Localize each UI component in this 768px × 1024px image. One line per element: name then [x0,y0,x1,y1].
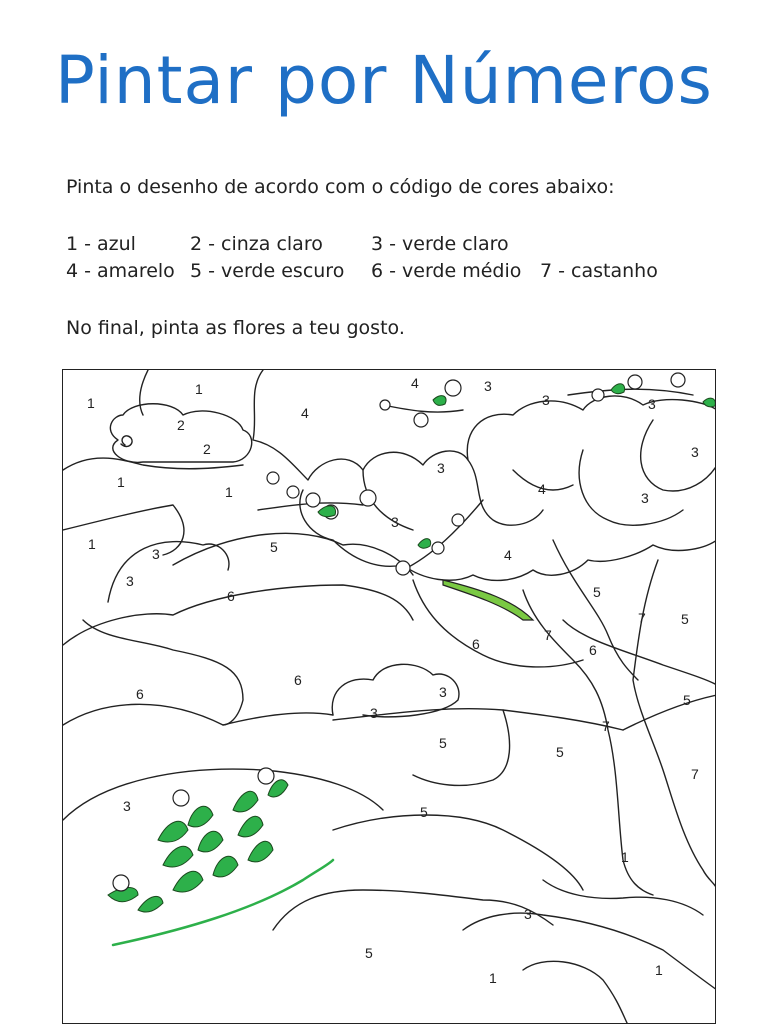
tree-trunk-left [523,590,653,895]
region-number: 6 [472,636,480,652]
field-line-3 [623,695,716,730]
region-number: 3 [152,546,160,562]
region-number: 4 [411,375,419,391]
region-number: 7 [544,627,552,643]
sky-line-2 [63,505,184,555]
legend-item-7: 7 - castanho [540,260,658,282]
region-number: 4 [301,405,309,421]
region-number: 2 [203,441,211,457]
region-number: 3 [524,906,532,922]
region-number: 7 [602,718,610,734]
legend-item-2: 2 - cinza claro [190,233,323,255]
drawing-canvas [63,370,716,1024]
legend-item-3: 3 - verde claro [371,233,509,255]
region-number: 3 [439,684,447,700]
legend-item-5: 5 - verde escuro [190,260,345,282]
region-number: 1 [87,395,95,411]
region-number: 5 [556,744,564,760]
hill-far-small [108,542,229,602]
coloring-drawing[interactable] [62,369,716,1024]
region-number: 5 [683,692,691,708]
region-number: 3 [542,392,550,408]
region-number: 1 [225,484,233,500]
region-number: 5 [420,804,428,820]
canopy-inner-2 [468,460,543,525]
hill-divider [63,704,333,725]
region-number: 1 [489,970,497,986]
region-number: 1 [655,962,663,978]
region-number: 3 [126,573,134,589]
region-number: 5 [681,611,689,627]
region-number: 2 [177,417,185,433]
legend-item-1: 1 - azul [66,233,136,255]
blossom-branch-2 [383,405,463,412]
field-line-2 [413,710,510,785]
foreground-line-2 [463,913,716,990]
grass-wedge [443,580,533,620]
region-number: 1 [117,474,125,490]
blossom-branch-3 [568,389,693,395]
region-number: 7 [638,610,646,626]
tree-blossoms [267,373,685,575]
legend-item-6: 6 - verde médio [371,260,522,282]
region-number: 3 [370,705,378,721]
blossom-branch-4 [403,500,483,570]
legend-item-4: 4 - amarelo [66,260,175,282]
region-number: 3 [641,490,649,506]
foreground-line-1 [273,890,553,930]
region-number: 3 [484,378,492,394]
region-number: 5 [439,735,447,751]
foreground-line-3 [523,961,628,1024]
plant-leaves [108,780,288,912]
cloud-outline [110,404,251,463]
hill-far [173,533,413,575]
instruction-text: Pinta o desenho de acordo com o código de cores abaixo: [66,176,615,198]
foreground-slope [333,815,583,890]
region-number: 3 [648,396,656,412]
region-number: 5 [365,945,373,961]
canopy-inner-3 [579,450,683,525]
region-number: 6 [136,686,144,702]
page-title: Pintar por Números [55,42,713,119]
region-number: 5 [593,584,601,600]
final-note: No final, pinta as flores a teu gosto. [66,317,405,339]
hill-mid-line [83,620,243,725]
region-numbers [87,375,699,986]
region-number: 5 [270,539,278,555]
region-number: 1 [88,536,96,552]
region-number: 3 [437,460,445,476]
region-number: 6 [227,588,235,604]
sky-line-3 [140,370,148,415]
field-line-5 [413,580,583,667]
region-number: 6 [294,672,302,688]
foreground-hill [63,769,383,820]
canopy-inner-4 [641,420,716,491]
sky-line-1 [63,458,243,470]
region-number: 6 [589,642,597,658]
region-number: 1 [621,849,629,865]
region-number: 3 [691,444,699,460]
region-number: 4 [504,547,512,563]
region-number: 3 [123,798,131,814]
cloud-swirl [121,436,132,447]
region-number: 1 [195,381,203,397]
region-number: 3 [391,514,399,530]
foreground-line-4 [543,880,703,915]
region-number: 4 [538,481,546,497]
region-number: 7 [691,766,699,782]
